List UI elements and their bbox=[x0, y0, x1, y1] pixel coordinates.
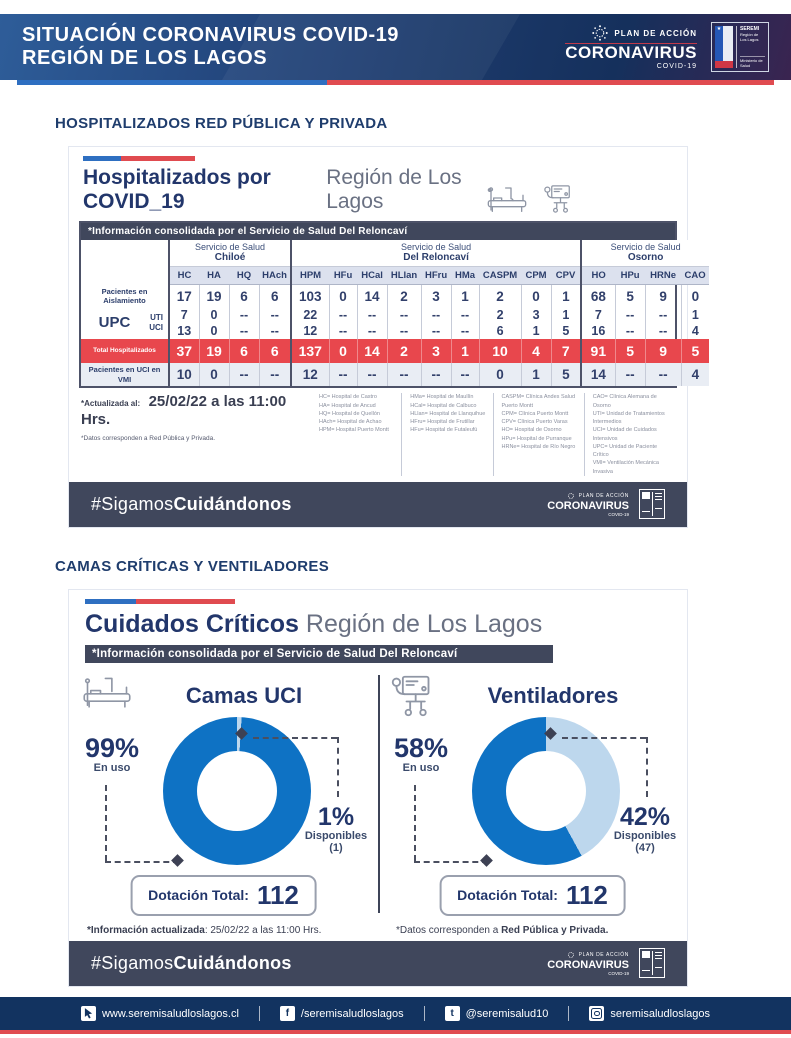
table-cell: 5 bbox=[681, 339, 709, 363]
table-cell: 1 bbox=[521, 363, 551, 386]
table-cell: 0 bbox=[199, 363, 229, 386]
table-cell: 103 bbox=[291, 285, 329, 308]
abbreviation-legend bbox=[311, 393, 675, 476]
table-cell: 1 bbox=[521, 323, 551, 339]
footer-link-instagram[interactable] bbox=[568, 1006, 730, 1021]
sigamos-text: #SigamosCuidándonos bbox=[91, 493, 292, 514]
column-header: HMa bbox=[451, 267, 479, 285]
camas-dotacion-box: Dotación Total: 112 bbox=[130, 875, 317, 916]
table-cell: -- bbox=[387, 323, 421, 339]
hosp-card-title-region: Región de Los Lagos bbox=[326, 166, 462, 213]
legend-entry: HFu= Hospital de Futaleufú bbox=[410, 427, 478, 434]
column-header: HFru bbox=[421, 267, 451, 285]
legend-entry: HC= Hospital de Castro bbox=[319, 394, 377, 401]
table-cell: -- bbox=[451, 323, 479, 339]
table-cell: 7 bbox=[169, 307, 199, 323]
table-cell: 6 bbox=[479, 323, 521, 339]
plan-brand: CORONAVIRUS bbox=[565, 43, 697, 63]
table-cell: 2 bbox=[479, 285, 521, 308]
table-row bbox=[81, 363, 709, 386]
legend-entry: HCal= Hospital de Calbuco bbox=[410, 402, 477, 409]
legend-entry: HAch= Hospital de Achao bbox=[319, 419, 382, 425]
table-cell: 5 bbox=[551, 363, 581, 386]
table-cell: 1 bbox=[551, 285, 581, 308]
camas-pct-avail: 1% bbox=[317, 802, 355, 831]
table-cell: 1 bbox=[681, 307, 709, 323]
column-header: HPu bbox=[615, 267, 645, 285]
legend-entry: HPM= Hospital Puerto Montt bbox=[319, 427, 389, 434]
camas-pct-use: 99% bbox=[84, 732, 140, 763]
table-cell: -- bbox=[387, 363, 421, 386]
table-corner bbox=[81, 240, 169, 285]
table-cell: 0 bbox=[479, 363, 521, 386]
footer-link-text: www.seremisaludloslagos.cl bbox=[101, 1007, 239, 1020]
table-cell: -- bbox=[615, 363, 645, 386]
footer-accent-line bbox=[0, 1030, 791, 1034]
table-cell: -- bbox=[259, 307, 291, 323]
legend-entry: VMI= Ventilación Mecánica Invasiva bbox=[592, 460, 659, 475]
table-cell: 12 bbox=[291, 363, 329, 386]
ventiladores-title: Ventiladores bbox=[487, 682, 619, 708]
table-cell: -- bbox=[645, 363, 681, 386]
table-row bbox=[81, 285, 709, 308]
ventiladores-chart bbox=[378, 671, 687, 923]
table-cell: 4 bbox=[521, 339, 551, 363]
camas-avail-label: Disponibles bbox=[304, 829, 368, 842]
note-data-source: *Datos corresponden a Red Pública y Privada. bbox=[396, 924, 609, 936]
legend-entry: UTI= Unidad de Tratamientos Intermedios bbox=[592, 410, 665, 425]
charts-row bbox=[69, 671, 687, 923]
column-header: HQ bbox=[229, 267, 259, 285]
table-cell: 9 bbox=[645, 339, 681, 363]
table-cell: 3 bbox=[421, 339, 451, 363]
column-header: HRNe bbox=[645, 267, 681, 285]
camas-use-label: En uso bbox=[93, 761, 131, 774]
callout-marker bbox=[171, 854, 184, 867]
vent-use-label: En uso bbox=[402, 761, 440, 774]
table-cell: 5 bbox=[551, 323, 581, 339]
footer-link-tumblr[interactable] bbox=[424, 1006, 569, 1021]
legend-entry: HPu= Hospital de Purranque bbox=[501, 435, 572, 442]
table-cell: 5 bbox=[615, 285, 645, 308]
vent-avail-count: (47) bbox=[635, 841, 655, 854]
header-titles bbox=[22, 24, 399, 70]
footer-link-text: /seremisaludloslagos bbox=[300, 1007, 404, 1020]
legend-entry: UPC= Unidad de Paciente Crítico bbox=[592, 443, 658, 458]
row-label: Pacientes en Aislamiento bbox=[101, 286, 148, 305]
plan-de-accion-logo bbox=[565, 24, 697, 70]
table-cell: -- bbox=[329, 323, 357, 339]
table-cell: 2 bbox=[479, 307, 521, 323]
legend-entry: CPM= Clínica Puerto Montt bbox=[501, 410, 569, 417]
plan-label: PLAN DE ACCIÓN bbox=[614, 28, 697, 38]
footer-link-cursor-hand[interactable] bbox=[61, 1006, 259, 1021]
table-cell: 10 bbox=[169, 363, 199, 386]
table-cell: -- bbox=[329, 363, 357, 386]
plan-sub: COVID-19 bbox=[656, 62, 697, 70]
social-footer bbox=[0, 997, 791, 1030]
legend-column bbox=[401, 393, 492, 476]
data-note: *Datos corresponden a Red Pública y Privada. bbox=[81, 435, 216, 443]
table-cell: -- bbox=[357, 323, 387, 339]
sigamos-bar bbox=[69, 941, 687, 986]
vent-avail-label: Disponibles bbox=[613, 829, 677, 842]
table-cell: -- bbox=[387, 307, 421, 323]
footer-link-facebook[interactable] bbox=[259, 1006, 424, 1021]
hospital-bed-icon bbox=[485, 186, 529, 214]
table-cell: 1 bbox=[451, 285, 479, 308]
column-header: HCal bbox=[357, 267, 387, 285]
legend-entry: HA= Hospital de Ancud bbox=[319, 402, 376, 409]
table-cell: 0 bbox=[199, 307, 229, 323]
column-header: HPM bbox=[291, 267, 329, 285]
card-accent-line bbox=[85, 599, 235, 604]
column-header: CPV bbox=[551, 267, 581, 285]
table-row bbox=[81, 339, 709, 363]
hospital-bed-icon bbox=[81, 673, 133, 713]
page-header bbox=[0, 14, 791, 80]
government-doc-icon bbox=[639, 489, 665, 519]
critical-card-title-region: Región de Los Lagos bbox=[305, 609, 543, 638]
legend-entry: HLlan= Hospital de Llanquihue bbox=[410, 410, 486, 417]
hospitalized-table bbox=[81, 240, 709, 386]
table-cell: -- bbox=[645, 323, 681, 339]
table-cell: -- bbox=[357, 363, 387, 386]
table-cell: -- bbox=[229, 323, 259, 339]
updated-label: *Actualizada al: bbox=[81, 399, 141, 409]
header-accent-line bbox=[17, 80, 774, 85]
table-row bbox=[81, 307, 709, 323]
sigamos-text: #SigamosCuidándonos bbox=[91, 952, 292, 973]
table-cell: 12 bbox=[291, 323, 329, 339]
column-header: CAO bbox=[681, 267, 709, 285]
vent-pct-use: 58% bbox=[393, 732, 449, 763]
facebook-icon: f bbox=[280, 1006, 295, 1021]
table-row bbox=[81, 323, 709, 339]
seal-ministerio: Ministerio de Salud bbox=[740, 56, 765, 68]
table-cell: -- bbox=[229, 307, 259, 323]
table-cell: 17 bbox=[169, 285, 199, 308]
table-cell: 1 bbox=[551, 307, 581, 323]
camas-uci-title: Camas UCI bbox=[185, 682, 303, 708]
ventilator-icon bbox=[390, 673, 434, 719]
table-cell: 22 bbox=[291, 307, 329, 323]
updated-value: 25/02/22 a las 11:00 Hrs. bbox=[81, 393, 287, 429]
table-cell: 3 bbox=[521, 307, 551, 323]
legend-column bbox=[311, 393, 401, 476]
table-cell: 0 bbox=[521, 285, 551, 308]
legend-entry: HO= Hospital de Osorno bbox=[501, 427, 562, 434]
table-cell: 0 bbox=[681, 285, 709, 308]
table-cell: -- bbox=[259, 363, 291, 386]
table-cell: 4 bbox=[681, 363, 709, 386]
camas-avail-count: (1) bbox=[329, 841, 343, 854]
table-cell: 14 bbox=[357, 285, 387, 308]
column-header: HO bbox=[581, 267, 615, 285]
table-cell: -- bbox=[259, 323, 291, 339]
hospitalized-card bbox=[68, 146, 706, 528]
legend-entry: HMa= Hospital de Maullín bbox=[410, 394, 474, 401]
column-header: HA bbox=[199, 267, 229, 285]
column-header: HAch bbox=[259, 267, 291, 285]
legend-entry: HRNe= Hospital de Río Negro bbox=[501, 443, 576, 450]
table-cell: 2 bbox=[387, 339, 421, 363]
row-label: Total Hospitalizados bbox=[81, 339, 169, 363]
legend-entry: CPV= Clínica Puerto Varas bbox=[501, 419, 568, 425]
table-cell: 19 bbox=[199, 285, 229, 308]
table-cell: 14 bbox=[581, 363, 615, 386]
camas-uci-donut bbox=[163, 717, 311, 865]
critical-card-title: Cuidados Críticos bbox=[85, 609, 299, 638]
critical-care-card bbox=[68, 589, 688, 987]
charts-divider bbox=[378, 675, 380, 913]
vent-dotacion-box: Dotación Total: 112 bbox=[439, 875, 626, 916]
virus-icon bbox=[591, 24, 609, 42]
table-cell: -- bbox=[615, 307, 645, 323]
footer-link-text: @seremisalud10 bbox=[465, 1007, 549, 1020]
table-cell: -- bbox=[451, 307, 479, 323]
row-label-upc: UPC UTI UCI bbox=[98, 313, 163, 333]
table-cell: 7 bbox=[551, 339, 581, 363]
section-title-camas: CAMAS CRÍTICAS Y VENTILADORES bbox=[55, 557, 330, 575]
table-cell: 37 bbox=[169, 339, 199, 363]
table-cell: 2 bbox=[387, 285, 421, 308]
section-title-hospitalizados: HOSPITALIZADOS RED PÚBLICA Y PRIVADA bbox=[55, 115, 388, 132]
table-cell: 91 bbox=[581, 339, 615, 363]
ventiladores-donut bbox=[472, 717, 620, 865]
row-label: Pacientes en UCI en VMI bbox=[81, 363, 169, 386]
critical-info-bar: *Información consolidada por el Servicio de Salud Del Reloncaví bbox=[85, 645, 553, 663]
legend-entry: UCI= Unidad de Cuidados Intensivos bbox=[592, 427, 657, 442]
table-cell: 6 bbox=[229, 285, 259, 308]
table-cell: -- bbox=[421, 363, 451, 386]
legend-entry: HQ= Hospital de Quellón bbox=[319, 410, 380, 417]
table-cell: 68 bbox=[581, 285, 615, 308]
vent-pct-avail: 42% bbox=[619, 802, 671, 831]
mini-plan-logo: PLAN DE ACCIÓN CORONAVIRUS COVID-19 bbox=[547, 952, 629, 977]
service-group-header: Servicio de Salud Del Reloncaví bbox=[291, 240, 581, 267]
card-accent-line bbox=[83, 156, 195, 161]
table-cell: 6 bbox=[259, 339, 291, 363]
instagram-icon bbox=[589, 1006, 604, 1021]
note-updated: *Información actualizada: 25/02/22 a las 11:00 Hrs. bbox=[87, 924, 322, 936]
table-cell: 10 bbox=[479, 339, 521, 363]
camas-uci-chart bbox=[69, 671, 378, 923]
table-cell: -- bbox=[645, 307, 681, 323]
table-cell: 3 bbox=[421, 285, 451, 308]
legend-column bbox=[493, 393, 584, 476]
table-cell: -- bbox=[615, 323, 645, 339]
footer-link-text: seremisaludloslagos bbox=[610, 1007, 711, 1020]
table-cell: 6 bbox=[229, 339, 259, 363]
table-cell: 5 bbox=[615, 339, 645, 363]
table-cell: 4 bbox=[681, 323, 709, 339]
header-title-line1: SITUACIÓN CORONAVIRUS COVID-19 bbox=[22, 24, 399, 46]
table-cell: 7 bbox=[581, 307, 615, 323]
table-cell: -- bbox=[229, 363, 259, 386]
table-cell: 9 bbox=[645, 285, 681, 308]
hosp-card-title: Hospitalizados por COVID_19 bbox=[83, 166, 271, 213]
service-group-header: Servicio de Salud Osorno bbox=[581, 240, 709, 267]
chile-emblem-icon: ★ bbox=[715, 26, 733, 68]
callout-marker bbox=[480, 854, 493, 867]
table-cell: 1 bbox=[451, 339, 479, 363]
table-cell: 16 bbox=[581, 323, 615, 339]
ventilator-icon bbox=[543, 184, 573, 214]
government-seal bbox=[711, 22, 769, 72]
table-cell: -- bbox=[329, 307, 357, 323]
table-cell: 0 bbox=[199, 323, 229, 339]
header-title-line2: REGIÓN DE LOS LAGOS bbox=[22, 47, 268, 69]
table-cell: 137 bbox=[291, 339, 329, 363]
column-header: HFu bbox=[329, 267, 357, 285]
table-cell: -- bbox=[357, 307, 387, 323]
tumblr-icon: t bbox=[445, 1006, 460, 1021]
service-group-header: Servicio de Salud Chiloé bbox=[169, 240, 291, 267]
table-cell: 0 bbox=[329, 339, 357, 363]
column-header: HLlan bbox=[387, 267, 421, 285]
column-header: CPM bbox=[521, 267, 551, 285]
table-cell: 19 bbox=[199, 339, 229, 363]
legend-entry: HFru= Hospital de Frutillar bbox=[410, 419, 475, 425]
column-header: CASPM bbox=[479, 267, 521, 285]
hosp-info-bar: *Información consolidada por el Servicio de Salud Del Reloncaví bbox=[81, 223, 675, 240]
table-cell: 6 bbox=[259, 285, 291, 308]
mini-plan-logo: PLAN DE ACCIÓN CORONAVIRUS COVID-19 bbox=[547, 493, 629, 518]
legend-entry: CAO= Clínica Alemana de Osorno bbox=[592, 394, 657, 409]
table-cell: 0 bbox=[329, 285, 357, 308]
table-cell: -- bbox=[421, 307, 451, 323]
table-cell: -- bbox=[451, 363, 479, 386]
cursor-hand-icon bbox=[81, 1006, 96, 1021]
hospitalized-table-wrap bbox=[79, 221, 706, 388]
legend-column bbox=[584, 393, 675, 476]
table-cell: -- bbox=[421, 323, 451, 339]
sigamos-bar bbox=[69, 482, 687, 527]
seal-seremi: SEREMI bbox=[740, 26, 760, 32]
table-cell: 14 bbox=[357, 339, 387, 363]
table-cell: 13 bbox=[169, 323, 199, 339]
legend-entry: CASPM= Clínica Andes Salud Puerto Montt bbox=[501, 394, 576, 409]
seal-region: Región de Los Lagos bbox=[740, 32, 759, 42]
column-header: HC bbox=[169, 267, 199, 285]
government-doc-icon bbox=[639, 948, 665, 978]
